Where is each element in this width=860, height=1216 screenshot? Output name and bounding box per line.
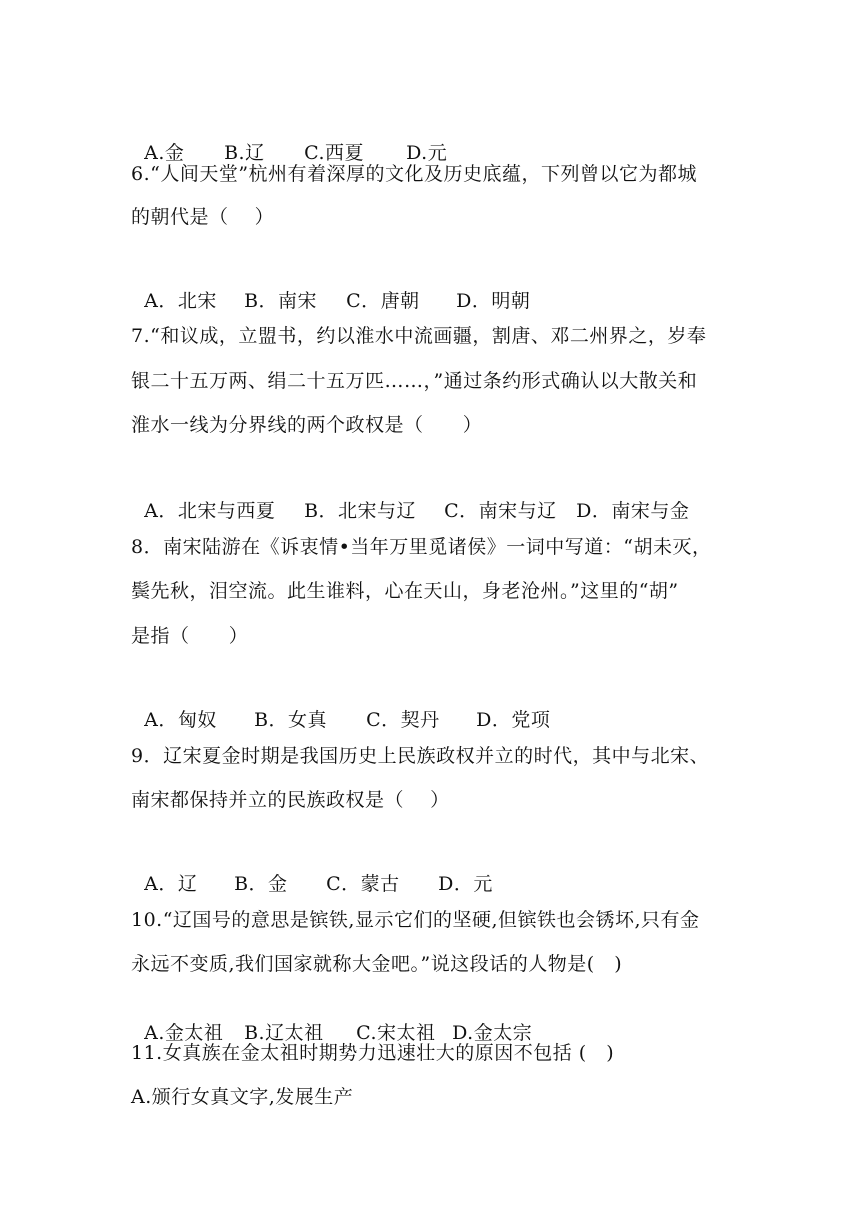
q10-options	[131, 997, 532, 1045]
q6-option-b: B．南宋	[244, 290, 318, 312]
q6-option-a: A．北宋	[144, 290, 217, 312]
q7-option-d: D．南宋与金	[576, 500, 690, 522]
q5-option-d: D.元	[406, 142, 448, 164]
q8-stem-line3: 是指（ ）	[131, 625, 249, 647]
q6-option-c: C．唐朝	[346, 290, 420, 312]
q8-option-c: C．契丹	[366, 709, 440, 731]
q10-stem-line1: 10.“辽国号的意思是镔铁,显示它们的坚硬,但镔铁也会锈坏,只有金	[131, 909, 700, 931]
q8-option-a: A．匈奴	[144, 709, 217, 731]
q9-option-b: B．金	[234, 873, 288, 895]
q11-stem-line1: 11.女真族在金太祖时期势力迅速壮大的原因不包括 ( )	[131, 1042, 615, 1064]
q9-option-d: D．元	[438, 873, 493, 895]
q5-option-a: A.金	[144, 142, 185, 164]
q5-options	[131, 117, 447, 165]
q7-stem-line3: 淮水一线为分界线的两个政权是（ ）	[131, 414, 483, 436]
q6-option-d: D．明朝	[456, 290, 531, 312]
q10-option-b: B.辽太祖	[244, 1022, 324, 1044]
q6-stem-line1: 6.“人间天堂”杭州有着深厚的文化及历史底蕴，下列曾以它为都城	[131, 163, 698, 185]
q9-stem-line1: 9．辽宋夏金时期是我国历史上民族政权并立的时代，其中与北宋、	[131, 745, 710, 767]
q10-option-d: D.金太宗	[452, 1022, 533, 1044]
q7-option-b: B．北宋与辽	[304, 500, 417, 522]
q10-stem-line2: 永远不变质,我们国家就称大金吧。”说这段话的人物是( )	[131, 953, 623, 975]
q7-option-a: A．北宋与西夏	[144, 500, 276, 522]
q8-option-b: B．女真	[254, 709, 328, 731]
q9-stem-line2: 南宋都保持并立的民族政权是（ ）	[131, 789, 450, 811]
q9-option-a: A．辽	[144, 873, 198, 895]
q7-option-c: C．南宋与辽	[444, 500, 557, 522]
q10-option-c: C.宋太祖	[356, 1022, 436, 1044]
q11-option-a: A.颁行女真文字,发展生产	[131, 1086, 354, 1108]
q10-option-a: A.金太祖	[144, 1022, 224, 1044]
q9-options	[131, 848, 493, 896]
q8-stem-line1: 8．南宋陆游在《诉衷情•当年万里觅诸侯》一词中写道：“胡未灭，	[131, 536, 712, 558]
q7-options	[131, 475, 689, 523]
q8-option-d: D．党项	[476, 709, 551, 731]
q7-stem-line2: 银二十五万两、绢二十五万匹……，”通过条约形式确认以大散关和	[131, 370, 698, 392]
q7-stem-line1: 7.“和议成，立盟书，约以淮水中流画疆，割唐、邓二州界之，岁奉	[131, 325, 707, 347]
q5-option-c: C.西夏	[304, 142, 364, 164]
q8-stem-line2: 鬓先秋，泪空流。此生谁料，心在天山，身老沧州。”这里的“胡”	[131, 580, 679, 602]
q8-options	[131, 684, 550, 732]
q6-stem-line2: 的朝代是（ ）	[131, 206, 275, 228]
q6-options	[131, 265, 530, 313]
q5-option-b: B.辽	[224, 142, 265, 164]
q9-option-c: C．蒙古	[326, 873, 400, 895]
